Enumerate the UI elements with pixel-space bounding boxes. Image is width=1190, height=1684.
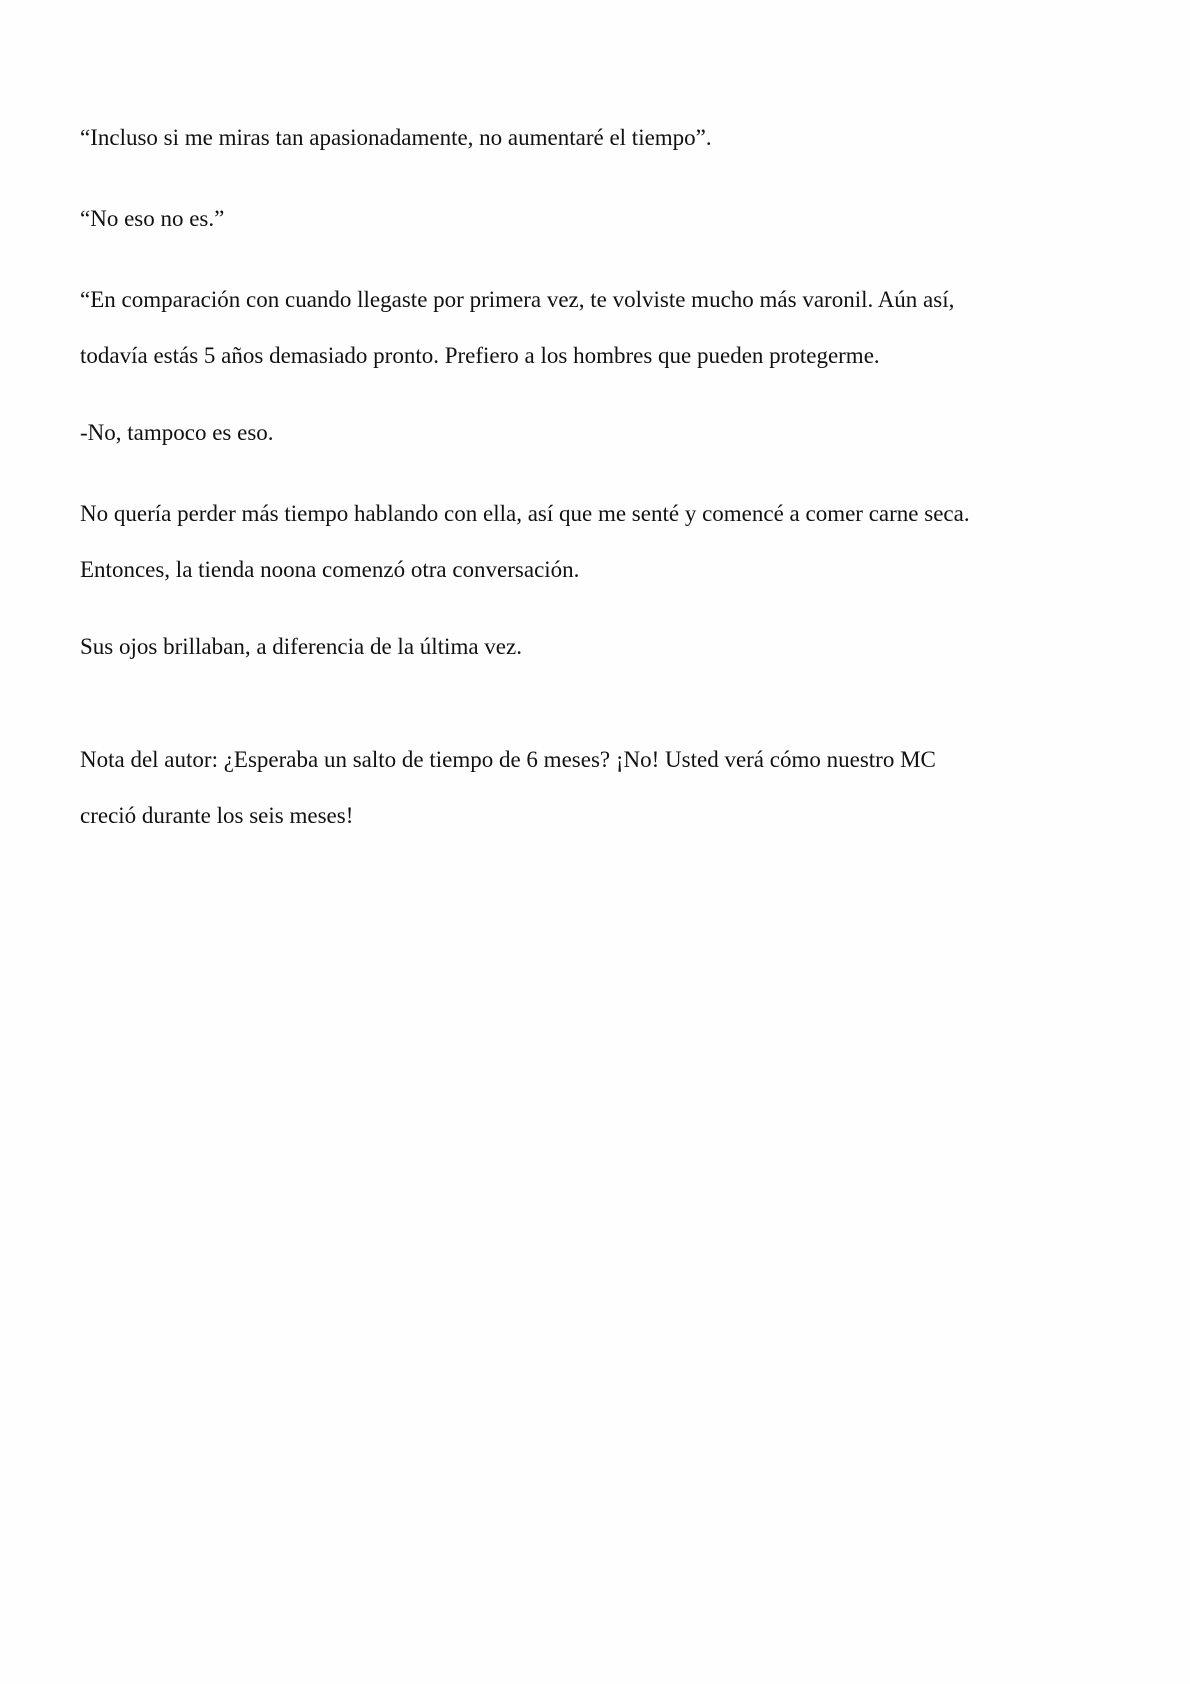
paragraph-6 — [80, 619, 1080, 675]
paragraph-line: “En comparación con cuando llegaste por primera vez, te volviste mucho más varonil. Aún así, — [80, 287, 955, 312]
paragraph-line: Entonces, la tienda noona comenzó otra conversación. — [80, 557, 580, 582]
paragraph-4 — [80, 405, 1080, 461]
paragraph-line: Sus ojos brillaban, a diferencia de la última vez. — [80, 634, 522, 659]
paragraph-line: creció durante los seis meses! — [80, 803, 354, 828]
paragraph-7 — [80, 732, 1080, 844]
paragraph-2 — [80, 191, 1080, 247]
paragraph-line: -No, tampoco es eso. — [80, 420, 274, 445]
paragraph-3 — [80, 272, 1080, 384]
paragraph-1 — [80, 110, 1080, 166]
paragraph-line: “Incluso si me miras tan apasionadamente, no aumentaré el tiempo”. — [80, 125, 712, 150]
paragraph-line: Nota del autor: ¿Esperaba un salto de tiempo de 6 meses? ¡No! Usted verá cómo nuestro MC — [80, 747, 936, 772]
paragraph-5 — [80, 486, 1080, 598]
paragraph-line: todavía estás 5 años demasiado pronto. Prefiero a los hombres que pueden protegerme. — [80, 343, 880, 368]
paragraph-line: “No eso no es.” — [80, 206, 225, 231]
paragraph-line: No quería perder más tiempo hablando con ella, así que me senté y comencé a comer carne seca. — [80, 501, 970, 526]
